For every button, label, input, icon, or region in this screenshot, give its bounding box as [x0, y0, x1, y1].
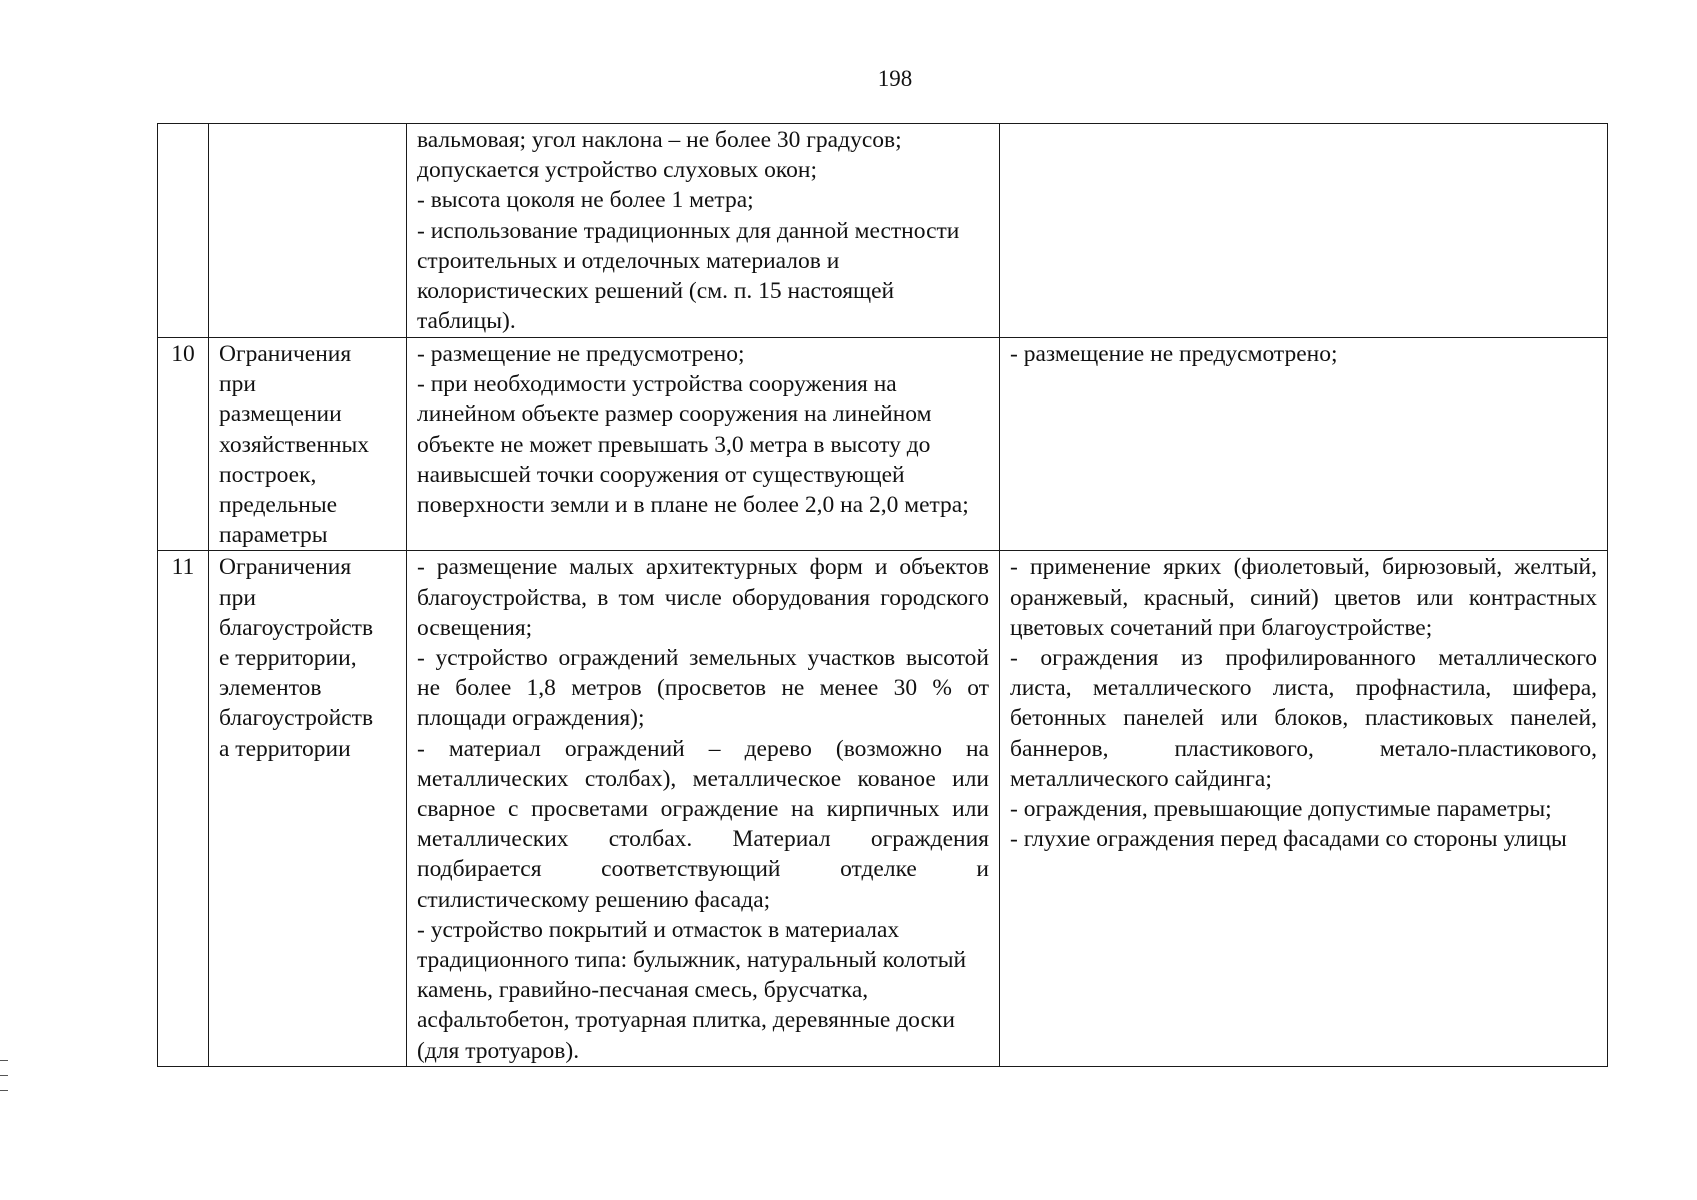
row-number-cell: 10	[158, 338, 209, 551]
restriction-item: - размещение не предусмотрено;	[1010, 341, 1338, 367]
requirement-item: - при необходимости устройства сооружения на линейном объекте размер сооружения на линейном объекте не может превышать 3,0 метра в высоту до наивысшей точки сооружения от существующей поверхности земли и в плане не более 2,0 на 2,0 метра;	[417, 371, 969, 519]
restrictions-cell	[1000, 551, 1608, 1066]
row-name-cell	[209, 551, 407, 1066]
requirements-cell	[407, 338, 1000, 551]
requirements-cell	[407, 124, 1000, 338]
table-row	[158, 551, 1608, 1066]
row-name-line: при	[219, 584, 256, 611]
table-row	[158, 124, 1608, 338]
scan-margin-marks	[0, 1060, 10, 1105]
row-name-line: размещении	[219, 401, 342, 428]
table-row	[158, 338, 1608, 551]
restriction-item: - ограждения из профилированного металлического листа, металлического листа, профнастила, шифера, бетонных панелей или блоков, пластиковых панелей, баннеров, пластикового, метало-пластикового, металлического сайдинга;	[1010, 645, 1597, 792]
requirement-item: - устройство покрытий и отмасток в материалах традиционного типа: булыжник, натуральный колотый камень, гравийно-песчаная смесь, брусчатка, асфальтобетон, тротуарная плитка, деревянные доски (для тротуаров).	[417, 916, 967, 1064]
page-number: 198	[877, 66, 913, 91]
row-name-line: а территории	[219, 735, 351, 762]
row-number-cell: 11	[158, 551, 209, 1066]
row-name-cell	[209, 338, 407, 551]
row-name-cell	[209, 124, 407, 338]
requirement-item: - размещение малых архитектурных форм и объектов благоустройства, в том числе оборудования городского освещения;	[417, 554, 989, 641]
row-name-line: предельные	[219, 492, 338, 519]
row-name-line: элементов	[219, 675, 322, 702]
row-name-line: при	[219, 371, 256, 398]
requirement-item: - высота цоколя не более 1 метра;	[417, 187, 754, 214]
requirement-item: - устройство ограждений земельных участков высотой не более 1,8 метров (просветов не менее 30 % от площади ограждения);	[417, 645, 989, 732]
restriction-item: - глухие ограждения перед фасадами со стороны улицы	[1010, 826, 1567, 853]
row-name-line: е территории,	[219, 645, 357, 672]
row-name-line: хозяйственных	[219, 431, 370, 458]
regulations-table	[157, 123, 1608, 1067]
requirement-item: вальмовая; угол наклона – не более 30 градусов;	[417, 127, 902, 153]
row-number-cell	[158, 124, 209, 338]
requirement-item: допускается устройство слуховых окон;	[417, 157, 817, 184]
requirement-item: - материал ограждений – дерево (возможно на металлических столбах), металлическое кованое или сварное с просветами ограждение на кирпичных или металлических столбах. Материал ограждения подбирается соответствующий отделке и стилистическому решению фасада;	[417, 735, 989, 913]
requirements-cell	[407, 551, 1000, 1066]
restrictions-cell	[1000, 338, 1608, 551]
row-name-line: благоустройств	[219, 614, 374, 641]
row-name-line: Ограничения	[219, 341, 352, 367]
row-name-line: параметры	[219, 522, 328, 549]
restriction-item: - применение ярких (фиолетовый, бирюзовый, желтый, оранжевый, красный, синий) цветов или контрастных цветовых сочетаний при благоустройстве;	[1010, 554, 1597, 641]
requirement-item: - размещение не предусмотрено;	[417, 341, 745, 367]
row-name-line: построек,	[219, 461, 317, 488]
row-name-line: благоустройств	[219, 705, 374, 732]
row-name-line: Ограничения	[219, 554, 352, 581]
restriction-item: - ограждения, превышающие допустимые параметры;	[1010, 796, 1552, 823]
requirement-item: - использование традиционных для данной местности строительных и отделочных материалов и колористических решений (см. п. 15 настоящей таблицы).	[417, 217, 960, 335]
restrictions-cell	[1000, 124, 1608, 338]
